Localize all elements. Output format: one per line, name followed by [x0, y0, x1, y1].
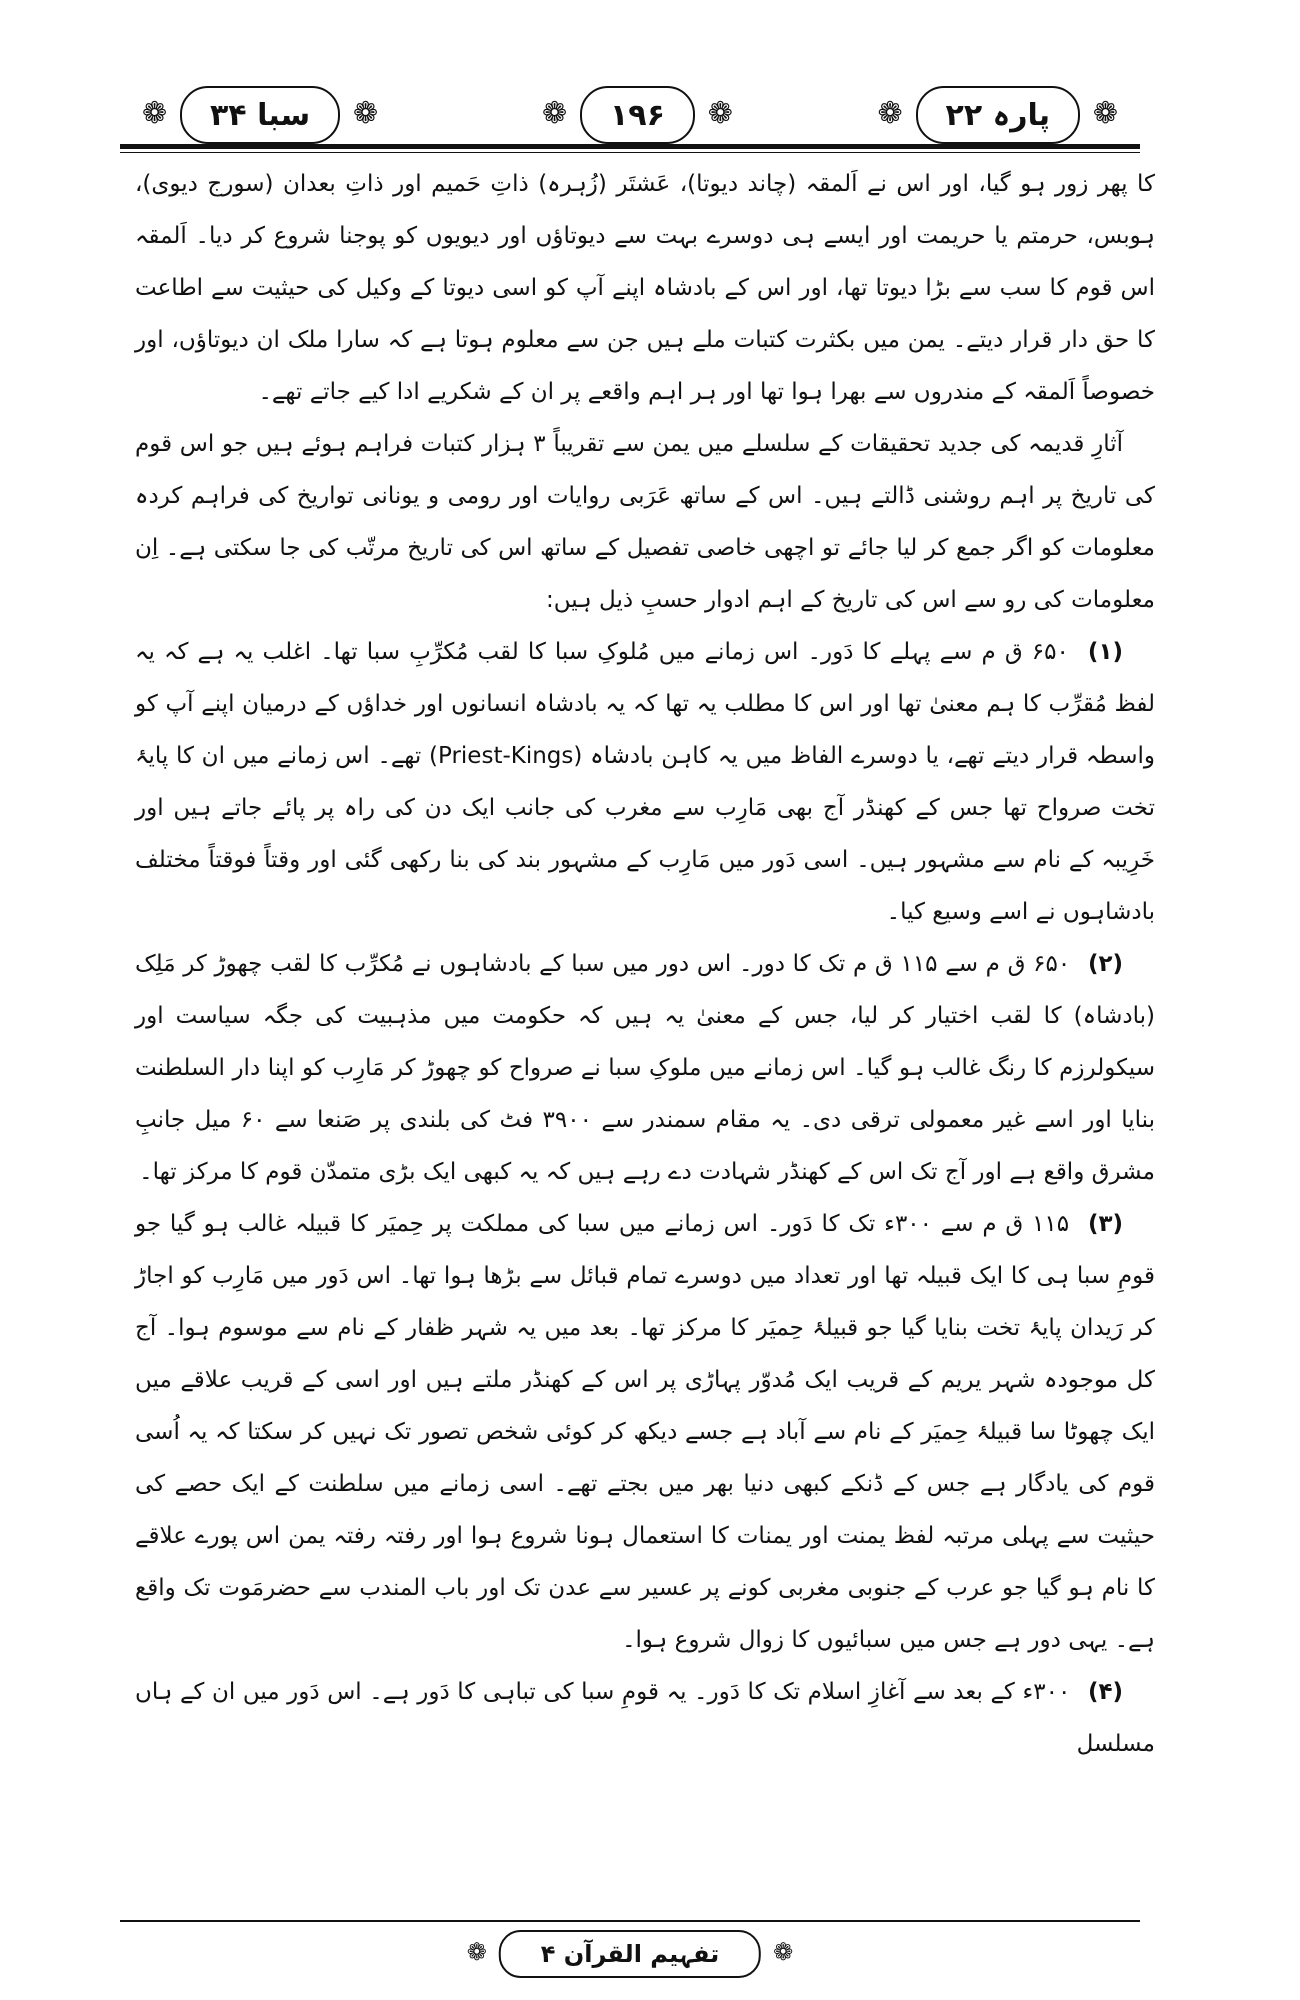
header-para-label: ❁ پارہ ۲۲ ❁ — [916, 86, 1080, 144]
paragraph-3 — [135, 626, 1155, 938]
paragraph-text: کا پھر زور ہو گیا، اور اس نے اَلمقہ (چاند دیوتا)، عَشتَر (زُہرہ) ذاتِ حَمیم اور ذاتِ بعدان (سورج دیوی)، ہوبس، حرمتم یا حریمت اور ایسے ہی دوسرے بہت سے دیوتاؤں اور دیویوں کو پوجنا شروع کر دیا۔ اَلمقہ اس قوم کا سب سے بڑا دیوتا تھا، اور اس کے بادشاہ اپنے آپ کو اسی دیوتا کے وکیل کی حیثیت سے اطاعت کا حق دار قرار دیتے۔ یمن میں بکثرت کتبات ملے ہیں جن سے معلوم ہوتا ہے کہ سارا ملک ان دیوتاؤں، اور خصوصاً اَلمقہ کے مندروں سے بھرا ہوا تھا اور ہر اہم واقعے پر ان کے شکریے ادا کیے جاتے تھے۔ — [135, 171, 1155, 405]
paragraph-4 — [135, 938, 1155, 1198]
paragraph-6 — [135, 1666, 1155, 1770]
header-surah-label: ❁ سبا ۳۴ ❁ — [180, 86, 340, 144]
paragraph-text: ۶۵۰ ق م سے ۱۱۵ ق م تک کا دور۔ اس دور میں سبا کے بادشاہوں نے مُکرِّب کا لقب چھوڑ کر مَلِک (بادشاہ) کا لقب اختیار کر لیا، جس کے معنیٰ یہ ہیں کہ حکومت میں مذہبیت کی جگہ سیاست اور سیکولرزم کا رنگ غالب ہو گیا۔ اس زمانے میں ملوکِ سبا نے صرواح کو چھوڑ کر مَارِب کو اپنا دار السلطنت بنایا اور اسے غیر معمولی ترقی دی۔ یہ مقام سمندر سے ۳۹۰۰ فٹ کی بلندی پر صَنعا سے ۶۰ میل جانبِ مشرق واقع ہے اور آج تک اس کے کھنڈر شہادت دے رہے ہیں کہ یہ کبھی ایک بڑی متمدّن قوم کا مرکز تھا۔ — [135, 951, 1155, 1185]
paragraph-text: ۶۵۰ ق م سے پہلے کا دَور۔ اس زمانے میں مُلوکِ سبا کا لقب مُکرِّبِ سبا تھا۔ اغلب یہ ہے کہ یہ لفظ مُقرِّب کا ہم معنیٰ تھا اور اس کا مطلب یہ تھا کہ یہ بادشاہ انسانوں اور خداؤں کے درمیان اپنے آپ کو واسطہ قرار دیتے تھے، یا دوسرے الفاظ میں یہ کاہن بادشاہ (Priest-Kings) تھے۔ اس زمانے میں ان کا پایۂ تخت صرواح تھا جس کے کھنڈر آج بھی مَارِب سے مغرب کی جانب ایک دن کی راہ پر پائے جاتے ہیں اور خَرِیبہ کے نام سے مشہور ہیں۔ اسی دَور میں مَارِب کے مشہور بند کی بنا رکھی گئی اور وقتاً فوقتاً مختلف بادشاہوں نے اسے وسیع کیا۔ — [135, 639, 1155, 925]
paragraph-1 — [135, 158, 1155, 418]
page-footer — [120, 1920, 1140, 1980]
item-number: (۲) — [1087, 951, 1124, 977]
paragraph-text: ۳۰۰ء کے بعد سے آغازِ اسلام تک کا دَور۔ یہ قومِ سبا کی تباہی کا دَور ہے۔ اس دَور میں ان کے ہاں مسلسل — [135, 1679, 1155, 1757]
item-number: (۴) — [1087, 1679, 1124, 1705]
paragraph-2 — [135, 418, 1155, 626]
header-rule-thin — [120, 152, 1140, 153]
main-text — [135, 158, 1155, 1770]
paragraph-text: آثارِ قدیمہ کی جدید تحقیقات کے سلسلے میں یمن سے تقریباً ۳ ہزار کتبات فراہم ہوئے ہیں جو اس قوم کی تاریخ پر اہم روشنی ڈالتے ہیں۔ اس کے ساتھ عَرَبی روایات اور رومی و یونانی تواریخ کی فراہم کردہ معلومات کو اگر جمع کر لیا جائے تو اچھی خاصی تفصیل کے ساتھ اس کی تاریخ مرتّب کی جا سکتی ہے۔ اِن معلومات کی رو سے اس کی تاریخ کے اہم ادوار حسبِ ذیل ہیں: — [135, 431, 1155, 613]
paragraph-text: ۱۱۵ ق م سے ۳۰۰ء تک کا دَور۔ اس زمانے میں سبا کی مملکت پر حِمیَر کا قبیلہ غالب ہو گیا جو قومِ سبا ہی کا ایک قبیلہ تھا اور تعداد میں دوسرے تمام قبائل سے بڑھا ہوا تھا۔ اس دَور میں مَارِب کو اجاڑ کر رَیدان پایۂ تخت بنایا گیا جو قبیلۂ حِمیَر کا مرکز تھا۔ بعد میں یہ شہر ظفار کے نام سے موسوم ہوا۔ آج کل موجودہ شہر یریم کے قریب ایک مُدوّر پہاڑی پر اس کے کھنڈر ملتے ہیں اور اسی کے قریب علاقے میں ایک چھوٹا سا قبیلۂ حِمیَر کے نام سے آباد ہے جسے دیکھ کر کوئی شخص تصور تک نہیں کر سکتا کہ یہ اُسی قوم کی یادگار ہے جس کے ڈنکے کبھی دنیا بھر میں بجتے تھے۔ اسی زمانے میں سلطنت کے ایک حصے کی حیثیت سے پہلی مرتبہ لفظ یمنت اور یمنات کا استعمال ہونا شروع ہوا اور رفتہ رفتہ یمن اس پورے علاقے کا نام ہو گیا جو عرب کے جنوبی مغربی کونے پر عسیر سے عدن تک اور باب المندب سے حضرمَوت تک واقع ہے۔ یہی دور ہے جس میں سبائیوں کا زوال شروع ہوا۔ — [135, 1211, 1155, 1653]
paragraph-5 — [135, 1198, 1155, 1666]
header-page-number: ❁ ۱۹۶ ❁ — [580, 86, 695, 144]
item-number: (۱) — [1087, 639, 1123, 665]
footer-book-title: ❁ تفہیم القرآن ۴ ❁ — [499, 1930, 761, 1978]
footer-rule — [120, 1920, 1140, 1922]
header-rule — [120, 144, 1140, 149]
item-number: (۳) — [1087, 1211, 1124, 1237]
